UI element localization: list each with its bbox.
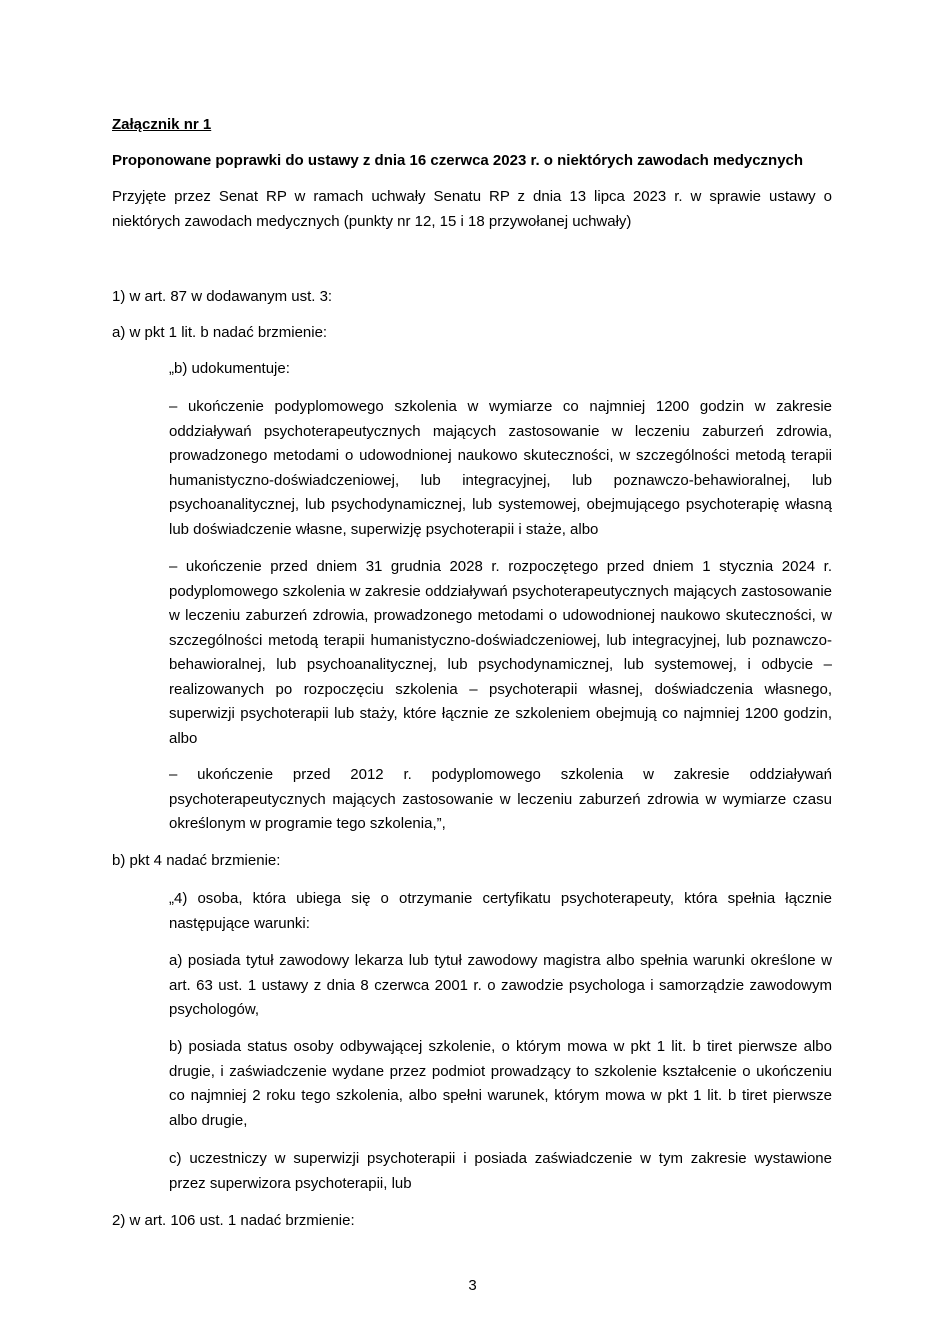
intro-paragraph: Przyjęte przez Senat RP w ramach uchwały Senatu RP z dnia 13 lipca 2023 r. w sprawie ustawy o niektórych zawodach medycznych (punkty nr 12, 15 i 18 przywołanej uchwały) [112, 188, 832, 230]
condition-a: a) posiada tytuł zawodowy lekarza lub tytuł zawodowy magistra albo spełnia warunki określone w art. 63 ust. 1 ustawy z dnia 8 czerwca 2001 r. o zawodzie psychologa i samorządzie zawodowym psychologów, [169, 952, 832, 1018]
amendment-1: 1) w art. 87 w dodawanym ust. 3: [112, 288, 333, 305]
page-number: 3 [468, 1277, 477, 1294]
amendment-2: 2) w art. 106 ust. 1 nadać brzmienie: [112, 1212, 355, 1229]
tiret-1: – ukończenie podyplomowego szkolenia w wymiarze co najmniej 1200 godzin w zakresie oddziaływań psychoterapeutycznych mających zastosowanie w leczeniu zaburzeń zdrowia, prowadzonego metodami o udowodnionej naukowo skuteczności, w szczególności metodą terapii humanistyczno-doświadczeniowej, lub integracyjnej, lub poznawczo-behawioralnej, lub psychoanalitycznej, lub psychodynamicznej, lub systemowej, obejmującego psychoterapię własną lub doświadczenie własne, superwizję psychoterapii i staże, albo [169, 398, 832, 538]
tiret-2: – ukończenie przed dniem 31 grudnia 2028 r. rozpoczętego przed dniem 1 stycznia 2024 r. podyplomowego szkolenia w zakresie oddziaływań psychoterapeutycznych mających zastosowanie w leczeniu zaburzeń zdrowia, prowadzonego metodami o udowodnionej naukowo skuteczności, w szczególności metodą terapii humanistyczno-doświadczeniowej, lub integracyjnej, lub poznawczo-behawioralnej, lub psychoanalitycznej, lub psychodynamicznej, lub systemowej, i odbycie – realizowanych po rozpoczęciu szkolenia – psychoterapii własnej, doświadczenia własnego, superwizji psychoterapii lub staży, które łącznie ze szkoleniem obejmują co najmniej 1200 godzin, albo [169, 558, 832, 747]
document-heading: Proponowane poprawki do ustawy z dnia 16 czerwca 2023 r. o niektórych zawodach medycznych [112, 152, 804, 169]
condition-b: b) posiada status osoby odbywającej szkolenie, o którym mowa w pkt 1 lit. b tiret pierwsze albo drugie, i zaświadczenie wydane przez podmiot prowadzący to szkolenie kształcenie o ukończeniu co najmniej 2 roku tego szkolenia, albo spełni warunek, którym mowa w pkt 1 lit. b tiret pierwsze albo drugie, [169, 1038, 832, 1129]
quote-b-heading: „b) udokumentuje: [169, 360, 290, 377]
amendment-1b: b) pkt 4 nadać brzmienie: [112, 852, 281, 869]
quote-4: „4) osoba, która ubiega się o otrzymanie certyfikatu psychoterapeuty, która spełnia łącznie następujące warunki: [169, 890, 832, 932]
annex-label: Załącznik nr 1 [112, 116, 212, 133]
tiret-3: – ukończenie przed 2012 r. podyplomowego szkolenia w zakresie oddziaływań psychoterapeutycznych mających zastosowanie w leczeniu zaburzeń zdrowia w wymiarze czasu określonym w programie tego szkolenia,”, [169, 766, 832, 832]
condition-c: c) uczestniczy w superwizji psychoterapii i posiada zaświadczenie w tym zakresie wystawione przez superwizora psychoterapii, lub [169, 1150, 832, 1192]
amendment-1a: a) w pkt 1 lit. b nadać brzmienie: [112, 324, 328, 341]
